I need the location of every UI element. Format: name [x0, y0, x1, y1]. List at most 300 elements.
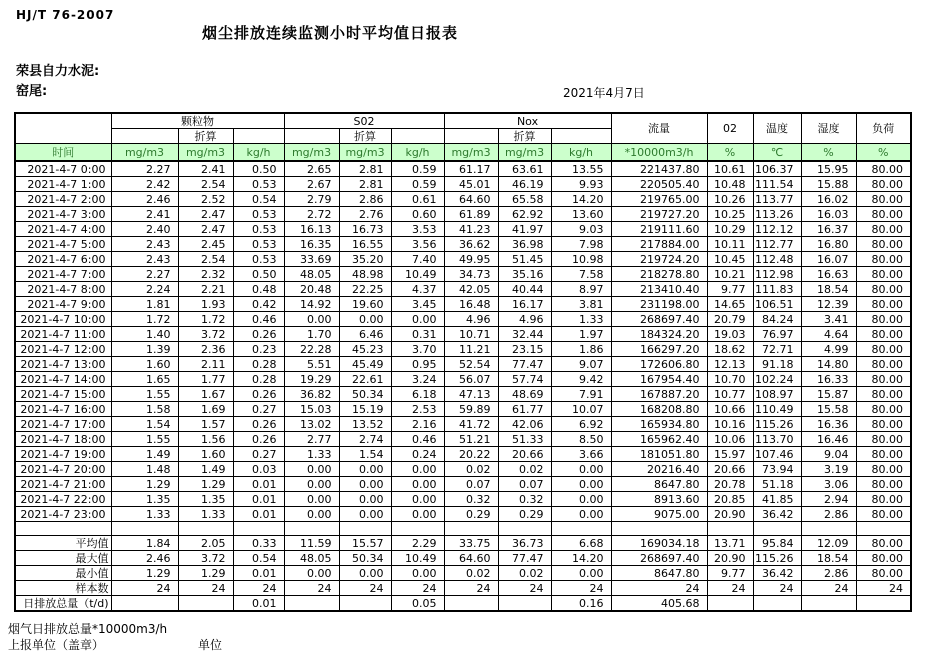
value-cell: 7.40 — [391, 252, 444, 267]
value-cell: 16.37 — [801, 222, 856, 237]
value-cell: 0.00 — [391, 477, 444, 492]
empty-cell — [498, 522, 551, 536]
value-cell: 113.26 — [753, 207, 801, 222]
summary-value-cell: 6.68 — [551, 536, 611, 551]
value-cell: 10.21 — [707, 267, 753, 282]
value-cell: 1.81 — [111, 297, 178, 312]
table-row — [15, 207, 911, 222]
value-cell: 106.37 — [753, 161, 801, 177]
value-cell: 20.48 — [284, 282, 339, 297]
summary-value-cell — [498, 596, 551, 612]
table-row — [15, 372, 911, 387]
value-cell: 0.32 — [444, 492, 498, 507]
table-row — [15, 282, 911, 297]
value-cell: 1.40 — [111, 327, 178, 342]
summary-value-cell: 24 — [391, 581, 444, 596]
value-cell: 1.29 — [111, 477, 178, 492]
value-cell: 1.33 — [111, 507, 178, 522]
summary-value-cell: 0.54 — [233, 551, 284, 566]
empty-cell — [707, 522, 753, 536]
value-cell: 10.16 — [707, 417, 753, 432]
page-title: 烟尘排放连续监测小时平均值日报表 — [201, 24, 458, 42]
summary-value-cell — [339, 596, 391, 612]
header-unit-cell: *10000m3/h — [611, 144, 707, 162]
summary-label-cell: 最大值 — [15, 551, 111, 566]
value-cell: 112.98 — [753, 267, 801, 282]
header-blank-cell — [15, 113, 111, 144]
value-cell: 0.00 — [391, 312, 444, 327]
header-unit-cell: mg/m3 — [178, 144, 233, 162]
table-row — [15, 477, 911, 492]
value-cell: 41.23 — [444, 222, 498, 237]
empty-cell — [753, 522, 801, 536]
summary-value-cell: 24 — [444, 581, 498, 596]
header-blank-cell — [233, 129, 284, 144]
value-cell: 2.76 — [339, 207, 391, 222]
value-cell: 0.27 — [233, 402, 284, 417]
value-cell: 20.85 — [707, 492, 753, 507]
value-cell: 172606.80 — [611, 357, 707, 372]
value-cell: 3.06 — [801, 477, 856, 492]
value-cell: 80.00 — [856, 252, 911, 267]
summary-value-cell: 50.34 — [339, 551, 391, 566]
value-cell: 20.90 — [707, 507, 753, 522]
value-cell: 220505.40 — [611, 177, 707, 192]
table-row — [15, 312, 911, 327]
value-cell: 106.51 — [753, 297, 801, 312]
value-cell: 8.50 — [551, 432, 611, 447]
summary-value-cell — [856, 596, 911, 612]
value-cell: 18.62 — [707, 342, 753, 357]
time-cell: 2021-4-7 5:00 — [15, 237, 111, 252]
summary-value-cell: 64.60 — [444, 551, 498, 566]
time-cell: 2021-4-7 10:00 — [15, 312, 111, 327]
summary-value-cell: 14.20 — [551, 551, 611, 566]
value-cell: 6.18 — [391, 387, 444, 402]
report-date: 2021年4月7日 — [563, 86, 645, 100]
value-cell: 80.00 — [856, 357, 911, 372]
summary-value-cell: 268697.40 — [611, 551, 707, 566]
value-cell: 213410.40 — [611, 282, 707, 297]
value-cell: 3.24 — [391, 372, 444, 387]
value-cell: 0.53 — [233, 237, 284, 252]
value-cell: 1.65 — [111, 372, 178, 387]
value-cell: 73.94 — [753, 462, 801, 477]
value-cell: 4.37 — [391, 282, 444, 297]
header-unit-cell: ℃ — [753, 144, 801, 162]
value-cell: 80.00 — [856, 402, 911, 417]
footer-flue-gas-total-note: 烟气日排放总量*10000m3/h — [8, 622, 168, 636]
value-cell: 108.97 — [753, 387, 801, 402]
summary-row — [15, 581, 911, 596]
summary-value-cell: 12.09 — [801, 536, 856, 551]
value-cell: 9.42 — [551, 372, 611, 387]
header-blank-cell — [444, 129, 498, 144]
value-cell: 0.00 — [391, 507, 444, 522]
summary-value-cell — [753, 596, 801, 612]
table-row — [15, 447, 911, 462]
value-cell: 0.00 — [551, 462, 611, 477]
value-cell: 1.93 — [178, 297, 233, 312]
value-cell: 2.45 — [178, 237, 233, 252]
value-cell: 0.00 — [551, 507, 611, 522]
value-cell: 2.65 — [284, 161, 339, 177]
summary-value-cell: 20.90 — [707, 551, 753, 566]
empty-cell — [284, 522, 339, 536]
value-cell: 16.35 — [284, 237, 339, 252]
value-cell: 219724.20 — [611, 252, 707, 267]
value-cell: 80.00 — [856, 282, 911, 297]
time-cell: 2021-4-7 20:00 — [15, 462, 111, 477]
value-cell: 5.51 — [284, 357, 339, 372]
summary-value-cell: 0.00 — [391, 566, 444, 581]
value-cell: 0.00 — [551, 477, 611, 492]
value-cell: 15.97 — [707, 447, 753, 462]
value-cell: 45.49 — [339, 357, 391, 372]
summary-value-cell: 0.16 — [551, 596, 611, 612]
value-cell: 34.73 — [444, 267, 498, 282]
table-row — [15, 357, 911, 372]
value-cell: 111.54 — [753, 177, 801, 192]
value-cell: 221437.80 — [611, 161, 707, 177]
value-cell: 10.98 — [551, 252, 611, 267]
value-cell: 1.86 — [551, 342, 611, 357]
value-cell: 184324.20 — [611, 327, 707, 342]
summary-value-cell: 2.86 — [801, 566, 856, 581]
value-cell: 20216.40 — [611, 462, 707, 477]
value-cell: 113.70 — [753, 432, 801, 447]
value-cell: 16.48 — [444, 297, 498, 312]
header-unit-cell: mg/m3 — [339, 144, 391, 162]
value-cell: 32.44 — [498, 327, 551, 342]
value-cell: 2.81 — [339, 161, 391, 177]
time-cell: 2021-4-7 16:00 — [15, 402, 111, 417]
summary-value-cell: 95.84 — [753, 536, 801, 551]
value-cell: 1.33 — [178, 507, 233, 522]
summary-value-cell: 405.68 — [611, 596, 707, 612]
value-cell: 36.98 — [498, 237, 551, 252]
value-cell: 33.69 — [284, 252, 339, 267]
value-cell: 2.43 — [111, 237, 178, 252]
summary-value-cell: 0.00 — [551, 566, 611, 581]
report-table-body — [15, 161, 911, 611]
value-cell: 41.97 — [498, 222, 551, 237]
value-cell: 15.58 — [801, 402, 856, 417]
value-cell: 10.48 — [707, 177, 753, 192]
value-cell: 0.00 — [391, 462, 444, 477]
value-cell: 0.00 — [391, 492, 444, 507]
time-cell: 2021-4-7 11:00 — [15, 327, 111, 342]
summary-value-cell — [801, 596, 856, 612]
value-cell: 80.00 — [856, 207, 911, 222]
value-cell: 61.89 — [444, 207, 498, 222]
value-cell: 80.00 — [856, 312, 911, 327]
summary-value-cell: 0.02 — [444, 566, 498, 581]
value-cell: 7.91 — [551, 387, 611, 402]
value-cell: 16.13 — [284, 222, 339, 237]
summary-value-cell — [284, 596, 339, 612]
value-cell: 80.00 — [856, 477, 911, 492]
value-cell: 1.33 — [284, 447, 339, 462]
summary-row — [15, 536, 911, 551]
value-cell: 167954.40 — [611, 372, 707, 387]
value-cell: 1.55 — [111, 387, 178, 402]
value-cell: 111.83 — [753, 282, 801, 297]
summary-value-cell: 2.29 — [391, 536, 444, 551]
value-cell: 15.03 — [284, 402, 339, 417]
value-cell: 35.20 — [339, 252, 391, 267]
header-blank-cell — [391, 129, 444, 144]
summary-value-cell: 0.33 — [233, 536, 284, 551]
table-row — [15, 327, 911, 342]
value-cell: 80.00 — [856, 492, 911, 507]
value-cell: 165962.40 — [611, 432, 707, 447]
value-cell: 2.54 — [178, 252, 233, 267]
value-cell: 1.77 — [178, 372, 233, 387]
header-row-units — [15, 144, 911, 162]
value-cell: 1.72 — [178, 312, 233, 327]
header-row-groups — [15, 113, 911, 129]
time-cell: 2021-4-7 17:00 — [15, 417, 111, 432]
value-cell: 16.63 — [801, 267, 856, 282]
table-row — [15, 462, 911, 477]
value-cell: 0.26 — [233, 327, 284, 342]
value-cell: 0.01 — [233, 492, 284, 507]
empty-cell — [178, 522, 233, 536]
separator-row — [15, 522, 911, 536]
summary-value-cell: 24 — [233, 581, 284, 596]
table-row — [15, 192, 911, 207]
header-flow-cell: 流量 — [611, 113, 707, 144]
value-cell: 0.00 — [339, 492, 391, 507]
value-cell: 36.42 — [753, 507, 801, 522]
value-cell: 2.67 — [284, 177, 339, 192]
header-unit-cell: mg/m3 — [284, 144, 339, 162]
header-converted-cell: 折算 — [498, 129, 551, 144]
summary-value-cell: 33.75 — [444, 536, 498, 551]
time-cell: 2021-4-7 19:00 — [15, 447, 111, 462]
value-cell: 2.27 — [111, 267, 178, 282]
header-blank-cell — [111, 129, 178, 144]
value-cell: 2.41 — [111, 207, 178, 222]
value-cell: 218278.80 — [611, 267, 707, 282]
value-cell: 20.66 — [498, 447, 551, 462]
time-cell: 2021-4-7 18:00 — [15, 432, 111, 447]
value-cell: 57.74 — [498, 372, 551, 387]
time-cell: 2021-4-7 12:00 — [15, 342, 111, 357]
value-cell: 9.04 — [801, 447, 856, 462]
header-group-cell: Nox — [444, 113, 611, 129]
header-temp-cell: 温度 — [753, 113, 801, 144]
value-cell: 2.79 — [284, 192, 339, 207]
value-cell: 22.25 — [339, 282, 391, 297]
value-cell: 231198.00 — [611, 297, 707, 312]
value-cell: 84.24 — [753, 312, 801, 327]
value-cell: 1.56 — [178, 432, 233, 447]
station-name: 窑尾: — [16, 84, 48, 99]
table-row — [15, 417, 911, 432]
value-cell: 13.55 — [551, 161, 611, 177]
value-cell: 51.33 — [498, 432, 551, 447]
summary-value-cell: 24 — [284, 581, 339, 596]
header-unit-cell: % — [801, 144, 856, 162]
value-cell: 1.70 — [284, 327, 339, 342]
value-cell: 15.19 — [339, 402, 391, 417]
time-cell: 2021-4-7 1:00 — [15, 177, 111, 192]
value-cell: 9.07 — [551, 357, 611, 372]
value-cell: 9.93 — [551, 177, 611, 192]
value-cell: 0.07 — [444, 477, 498, 492]
value-cell: 20.79 — [707, 312, 753, 327]
summary-row — [15, 551, 911, 566]
time-cell: 2021-4-7 22:00 — [15, 492, 111, 507]
value-cell: 2.42 — [111, 177, 178, 192]
value-cell: 20.22 — [444, 447, 498, 462]
value-cell: 1.39 — [111, 342, 178, 357]
time-cell: 2021-4-7 23:00 — [15, 507, 111, 522]
summary-value-cell: 1.84 — [111, 536, 178, 551]
value-cell: 10.61 — [707, 161, 753, 177]
summary-value-cell: 2.46 — [111, 551, 178, 566]
value-cell: 0.23 — [233, 342, 284, 357]
value-cell: 3.53 — [391, 222, 444, 237]
value-cell: 2.86 — [339, 192, 391, 207]
value-cell: 14.65 — [707, 297, 753, 312]
value-cell: 16.33 — [801, 372, 856, 387]
value-cell: 10.49 — [391, 267, 444, 282]
value-cell: 2.46 — [111, 192, 178, 207]
value-cell: 0.07 — [498, 477, 551, 492]
summary-value-cell: 0.02 — [498, 566, 551, 581]
value-cell: 1.49 — [178, 462, 233, 477]
value-cell: 10.06 — [707, 432, 753, 447]
header-blank-cell — [284, 129, 339, 144]
value-cell: 0.02 — [498, 462, 551, 477]
value-cell: 1.54 — [111, 417, 178, 432]
value-cell: 219111.60 — [611, 222, 707, 237]
value-cell: 46.19 — [498, 177, 551, 192]
value-cell: 0.32 — [498, 492, 551, 507]
value-cell: 0.00 — [284, 477, 339, 492]
value-cell: 48.05 — [284, 267, 339, 282]
value-cell: 1.57 — [178, 417, 233, 432]
value-cell: 1.54 — [339, 447, 391, 462]
value-cell: 23.15 — [498, 342, 551, 357]
value-cell: 16.80 — [801, 237, 856, 252]
table-row — [15, 161, 911, 177]
value-cell: 80.00 — [856, 161, 911, 177]
value-cell: 2.40 — [111, 222, 178, 237]
value-cell: 8.97 — [551, 282, 611, 297]
value-cell: 8647.80 — [611, 477, 707, 492]
header-o2-cell: 02 — [707, 113, 753, 144]
value-cell: 51.21 — [444, 432, 498, 447]
value-cell: 9.03 — [551, 222, 611, 237]
value-cell: 35.16 — [498, 267, 551, 282]
value-cell: 2.21 — [178, 282, 233, 297]
header-converted-cell: 折算 — [339, 129, 391, 144]
time-cell: 2021-4-7 0:00 — [15, 161, 111, 177]
table-row — [15, 432, 911, 447]
value-cell: 1.33 — [551, 312, 611, 327]
footer-unit-label: 单位 — [198, 638, 223, 652]
value-cell: 0.31 — [391, 327, 444, 342]
value-cell: 19.29 — [284, 372, 339, 387]
summary-value-cell — [444, 596, 498, 612]
summary-label-cell: 平均值 — [15, 536, 111, 551]
value-cell: 112.77 — [753, 237, 801, 252]
time-cell: 2021-4-7 4:00 — [15, 222, 111, 237]
summary-value-cell: 24 — [178, 581, 233, 596]
summary-value-cell: 24 — [856, 581, 911, 596]
value-cell: 2.27 — [111, 161, 178, 177]
value-cell: 6.46 — [339, 327, 391, 342]
value-cell: 48.98 — [339, 267, 391, 282]
table-row — [15, 492, 911, 507]
value-cell: 0.59 — [391, 161, 444, 177]
value-cell: 2.77 — [284, 432, 339, 447]
value-cell: 10.26 — [707, 192, 753, 207]
table-row — [15, 252, 911, 267]
header-time-cell: 时间 — [15, 144, 111, 162]
summary-value-cell: 24 — [707, 581, 753, 596]
value-cell: 0.00 — [339, 477, 391, 492]
value-cell: 4.96 — [498, 312, 551, 327]
value-cell: 2.86 — [801, 507, 856, 522]
value-cell: 80.00 — [856, 417, 911, 432]
value-cell: 2.81 — [339, 177, 391, 192]
value-cell: 0.46 — [233, 312, 284, 327]
empty-cell — [391, 522, 444, 536]
summary-value-cell: 0.00 — [284, 566, 339, 581]
header-unit-cell: kg/h — [551, 144, 611, 162]
value-cell: 10.66 — [707, 402, 753, 417]
value-cell: 115.26 — [753, 417, 801, 432]
value-cell: 1.29 — [178, 477, 233, 492]
value-cell: 112.12 — [753, 222, 801, 237]
value-cell: 0.60 — [391, 207, 444, 222]
value-cell: 0.27 — [233, 447, 284, 462]
value-cell: 19.60 — [339, 297, 391, 312]
summary-value-cell: 1.29 — [111, 566, 178, 581]
value-cell: 2.41 — [178, 161, 233, 177]
value-cell: 0.48 — [233, 282, 284, 297]
value-cell: 0.00 — [284, 462, 339, 477]
summary-value-cell: 77.47 — [498, 551, 551, 566]
value-cell: 1.60 — [178, 447, 233, 462]
page-title-wrap — [0, 22, 660, 43]
header-unit-cell: kg/h — [233, 144, 284, 162]
value-cell: 1.67 — [178, 387, 233, 402]
summary-value-cell — [707, 596, 753, 612]
value-cell: 0.42 — [233, 297, 284, 312]
summary-value-cell: 24 — [551, 581, 611, 596]
value-cell: 15.88 — [801, 177, 856, 192]
value-cell: 16.03 — [801, 207, 856, 222]
value-cell: 1.72 — [111, 312, 178, 327]
value-cell: 0.54 — [233, 192, 284, 207]
value-cell: 47.13 — [444, 387, 498, 402]
value-cell: 80.00 — [856, 462, 911, 477]
header-load-cell: 负荷 — [856, 113, 911, 144]
time-cell: 2021-4-7 2:00 — [15, 192, 111, 207]
value-cell: 181051.80 — [611, 447, 707, 462]
summary-value-cell: 36.73 — [498, 536, 551, 551]
value-cell: 219727.20 — [611, 207, 707, 222]
summary-value-cell: 169034.18 — [611, 536, 707, 551]
value-cell: 2.24 — [111, 282, 178, 297]
value-cell: 91.18 — [753, 357, 801, 372]
